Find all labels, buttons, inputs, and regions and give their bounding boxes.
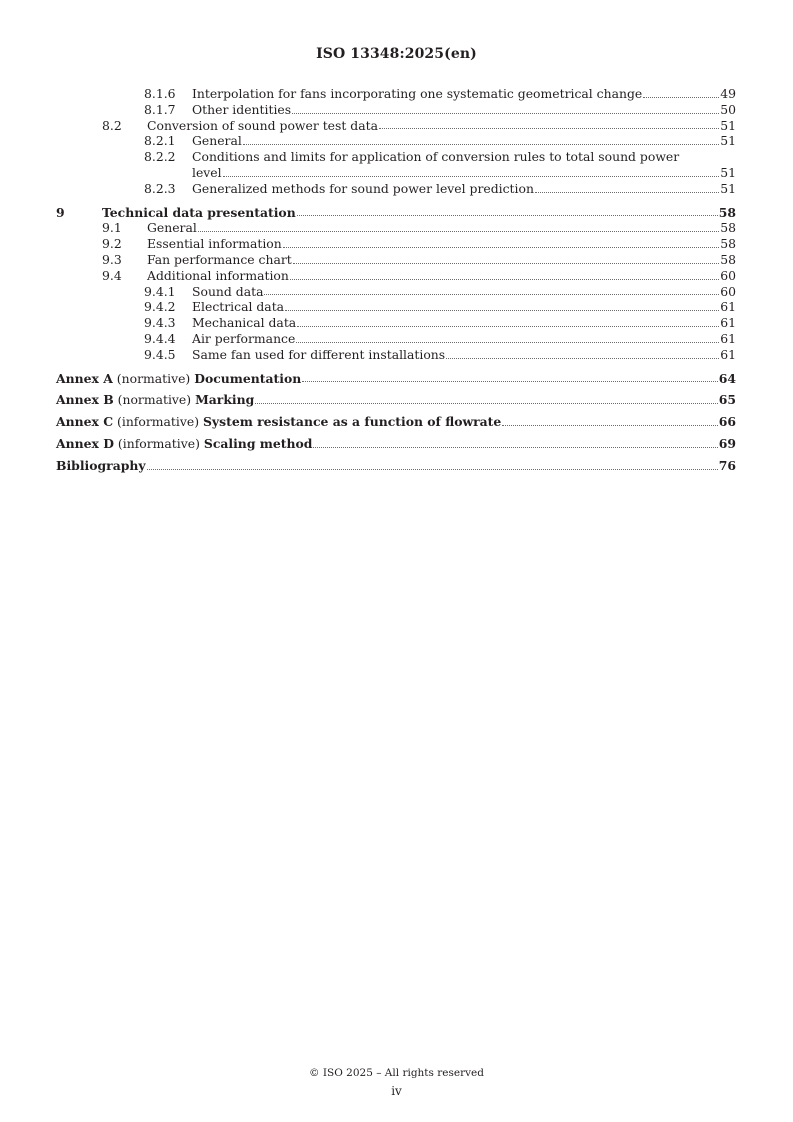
toc-title: Electrical data — [192, 299, 285, 315]
toc-entry-9-4[interactable] — [56, 268, 736, 284]
toc-page: 58 — [718, 204, 736, 220]
copyright-notice: © ISO 2025 – All rights reserved — [309, 1067, 484, 1079]
leader-dots — [147, 469, 718, 470]
toc-title: Other identities — [192, 101, 292, 117]
annex-label: Annex A — [56, 370, 113, 386]
leader-dots — [264, 294, 719, 295]
toc-page: 51 — [720, 133, 736, 149]
toc-entry-annex-b[interactable] — [56, 392, 736, 408]
annex-title: Documentation — [194, 370, 302, 386]
toc-number: 9.4.1 — [144, 283, 176, 299]
annex-label: Annex B — [56, 392, 114, 408]
leader-dots — [255, 403, 717, 404]
leader-dots — [502, 425, 717, 426]
toc-number: 8.2.3 — [144, 180, 176, 196]
toc-title: Essential information — [147, 236, 282, 252]
leader-dots — [283, 247, 719, 248]
toc-entry-annex-c[interactable] — [56, 414, 736, 430]
annex-title: System resistance as a function of flowrate — [202, 414, 502, 430]
toc-page: 69 — [718, 435, 736, 451]
leader-dots — [379, 128, 719, 129]
toc-page: 51 — [720, 117, 736, 133]
toc-title: Generalized methods for sound power level prediction — [192, 180, 534, 196]
leader-dots — [297, 215, 718, 216]
document-header: ISO 13348:2025(en) — [316, 46, 477, 62]
toc-number: 9.4 — [102, 267, 122, 283]
toc-entry-9[interactable] — [56, 205, 736, 221]
toc-title: Mechanical data — [192, 315, 297, 331]
toc-page: 61 — [720, 346, 736, 362]
toc-page: 51 — [720, 164, 736, 180]
toc-number: 8.2 — [102, 117, 122, 133]
toc-entry-9-4-2[interactable] — [56, 299, 736, 315]
toc-number: 9.4.4 — [144, 330, 176, 346]
toc-entry-9-1[interactable] — [56, 220, 736, 236]
toc-entry-9-4-3[interactable] — [56, 315, 736, 331]
leader-dots — [198, 231, 719, 232]
toc-entry-8-2[interactable] — [56, 118, 736, 134]
toc-entry-8-2-1[interactable] — [56, 133, 736, 149]
toc-page: 61 — [720, 315, 736, 331]
toc-page: 58 — [720, 220, 736, 236]
toc-number: 8.1.7 — [144, 101, 176, 117]
toc-entry-annex-d[interactable] — [56, 436, 736, 452]
toc-page: 60 — [720, 283, 736, 299]
toc-number: 9.3 — [102, 251, 122, 267]
toc-entry-8-1-7[interactable] — [56, 102, 736, 118]
annex-label: Annex C — [56, 414, 114, 430]
leader-dots — [296, 342, 719, 343]
leader-dots — [313, 447, 717, 448]
toc-title: Fan performance chart — [147, 251, 292, 267]
annex-type: (normative) — [117, 392, 192, 408]
leader-dots — [446, 358, 719, 359]
toc-number: 9.4.5 — [144, 346, 176, 362]
annex-title: Marking — [195, 392, 255, 408]
toc-number: 8.2.2 — [144, 149, 176, 165]
toc-page: 64 — [718, 370, 736, 386]
toc-title: Sound data — [192, 283, 264, 299]
toc-page: 61 — [720, 299, 736, 315]
toc-page: 58 — [720, 251, 736, 267]
toc-page: 66 — [718, 414, 736, 430]
annex-type: (informative) — [117, 435, 200, 451]
annex-type: (normative) — [116, 370, 191, 386]
toc-title: Conversion of sound power test data — [147, 117, 378, 133]
leader-dots — [223, 176, 720, 177]
page-number: iv — [391, 1084, 402, 1098]
toc-title: Air performance — [192, 330, 296, 346]
toc-number: 8.2.1 — [144, 133, 176, 149]
toc-title: Interpolation for fans incorporating one systematic geometrical change — [192, 86, 643, 101]
toc-page: 49 — [720, 86, 736, 101]
toc-title: Same fan used for different installations — [192, 346, 446, 362]
toc-entry-9-4-5[interactable] — [56, 347, 736, 363]
toc-page: 76 — [718, 457, 736, 473]
leader-dots — [297, 326, 719, 327]
toc-number: 9.4.3 — [144, 315, 176, 331]
toc-number: 9.4.2 — [144, 299, 176, 315]
leader-dots — [285, 310, 719, 311]
toc-page: 50 — [720, 101, 736, 117]
annex-title: Scaling method — [203, 435, 313, 451]
toc-title-line-2: level — [192, 164, 222, 180]
toc-title: Bibliography — [56, 457, 146, 473]
toc-entry-9-4-4[interactable] — [56, 331, 736, 347]
toc-entry-9-2[interactable] — [56, 236, 736, 252]
toc-number: 9.2 — [102, 236, 122, 252]
toc-entry-9-4-1[interactable] — [56, 284, 736, 300]
leader-dots — [292, 113, 719, 114]
toc-page: 51 — [720, 180, 736, 196]
table-of-contents — [56, 86, 736, 474]
annex-type: (informative) — [117, 414, 200, 430]
toc-entry-8-2-3[interactable] — [56, 181, 736, 197]
toc-page: 65 — [718, 392, 736, 408]
toc-entry-8-1-6[interactable] — [56, 86, 736, 102]
annex-label: Annex D — [56, 435, 114, 451]
leader-dots — [535, 192, 719, 193]
leader-dots — [643, 97, 719, 98]
toc-number: 9 — [56, 204, 65, 220]
toc-entry-bibliography[interactable] — [56, 458, 736, 474]
toc-page: 61 — [720, 330, 736, 346]
toc-page: 60 — [720, 267, 736, 283]
leader-dots — [290, 279, 719, 280]
toc-entry-annex-a[interactable] — [56, 371, 736, 387]
toc-title: Additional information — [147, 267, 289, 283]
toc-number: 9.1 — [102, 220, 122, 236]
toc-page: 58 — [720, 236, 736, 252]
toc-entry-9-3[interactable] — [56, 252, 736, 268]
toc-entry-8-2-2[interactable] — [56, 149, 736, 181]
toc-title: General — [147, 220, 197, 236]
leader-dots — [302, 381, 718, 382]
toc-title: Technical data presentation — [102, 204, 296, 220]
toc-title: General — [192, 133, 242, 149]
toc-title-line-1: Conditions and limits for application of conversion rules to total sound power — [192, 149, 680, 165]
toc-number: 8.1.6 — [144, 86, 176, 101]
leader-dots — [243, 144, 719, 145]
leader-dots — [293, 263, 719, 264]
